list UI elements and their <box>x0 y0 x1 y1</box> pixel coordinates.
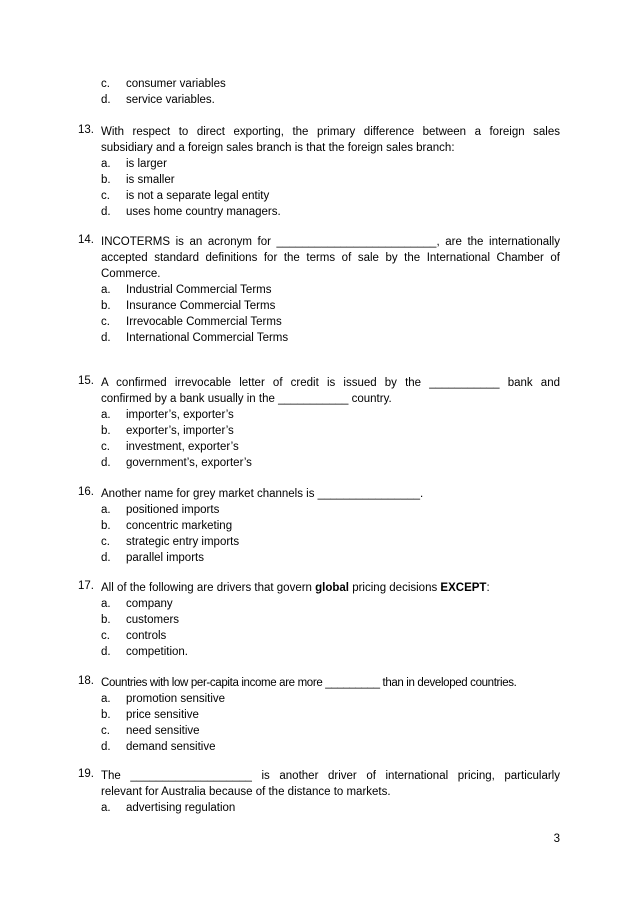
option-a: a. positioned imports <box>101 504 220 516</box>
continued-options <box>78 76 560 108</box>
question-text: Another name for grey market channels is ________________. <box>101 488 424 500</box>
option-a: a. Industrial Commercial Terms <box>101 284 272 296</box>
option-d: d. competition. <box>101 646 189 658</box>
option-a: a. is larger <box>101 158 167 170</box>
option-d: d. demand sensitive <box>101 741 216 753</box>
emphasis-global: global <box>315 582 350 594</box>
option-a: a. importer’s, exporter’s <box>101 409 234 421</box>
option-a: a. promotion sensitive <box>101 693 226 705</box>
option-d: d. service variables. <box>101 94 215 106</box>
question-18 <box>78 675 560 755</box>
option-c: c. consumer variables <box>101 78 226 90</box>
question-text: A confirmed irrevocable letter of credit is issued by the ___________ bank and confirmed by a bank usually in the ___________ country. <box>101 377 560 405</box>
option-d: d. uses home country managers. <box>101 206 281 218</box>
option-b: b. customers <box>101 614 180 626</box>
question-number: 16. <box>78 486 94 498</box>
question-16 <box>78 486 560 566</box>
option-a: a. advertising regulation <box>101 802 236 814</box>
option-d: d. International Commercial Terms <box>101 332 289 344</box>
option-c: c. is not a separate legal entity <box>101 190 270 202</box>
question-text: Countries with low per-capita income are more _________ than in developed countries. <box>101 677 517 689</box>
option-d: d. government’s, exporter’s <box>101 457 252 469</box>
question-17 <box>78 580 560 660</box>
question-14 <box>78 234 560 346</box>
option-a: a. company <box>101 598 173 610</box>
option-b: b. Insurance Commercial Terms <box>101 300 276 312</box>
question-13 <box>78 124 560 220</box>
option-c: c. need sensitive <box>101 725 200 737</box>
question-text: INCOTERMS is an acronym for _________________________, are the internationally accepted standard definitions for the terms of sale by the International Chamber of Commerce. <box>101 236 560 280</box>
question-number: 17. <box>78 580 94 592</box>
option-c: c. Irrevocable Commercial Terms <box>101 316 282 328</box>
question-text: The ___________________ is another driver of international pricing, particularly relevant for Australia because of the distance to markets. <box>101 770 560 798</box>
question-number: 15. <box>78 375 94 387</box>
page-number: 3 <box>553 833 560 845</box>
option-d: d. parallel imports <box>101 552 204 564</box>
question-number: 14. <box>78 234 94 246</box>
option-c: c. strategic entry imports <box>101 536 240 548</box>
question-number: 13. <box>78 124 94 136</box>
option-c: c. controls <box>101 630 167 642</box>
option-b: b. concentric marketing <box>101 520 233 532</box>
option-c: c. investment, exporter’s <box>101 441 239 453</box>
option-b: b. is smaller <box>101 174 175 186</box>
question-text: All of the following are drivers that govern global pricing decisions EXCEPT: <box>101 582 490 594</box>
question-19 <box>78 768 560 816</box>
emphasis-except: EXCEPT <box>440 582 487 594</box>
question-15 <box>78 375 560 471</box>
question-number: 18. <box>78 675 94 687</box>
question-text: With respect to direct exporting, the primary difference between a foreign sales subsidiary and a foreign sales branch is that the foreign sales branch: <box>101 126 560 154</box>
option-b: b. price sensitive <box>101 709 199 721</box>
option-b: b. exporter’s, importer’s <box>101 425 234 437</box>
question-number: 19. <box>78 768 94 780</box>
